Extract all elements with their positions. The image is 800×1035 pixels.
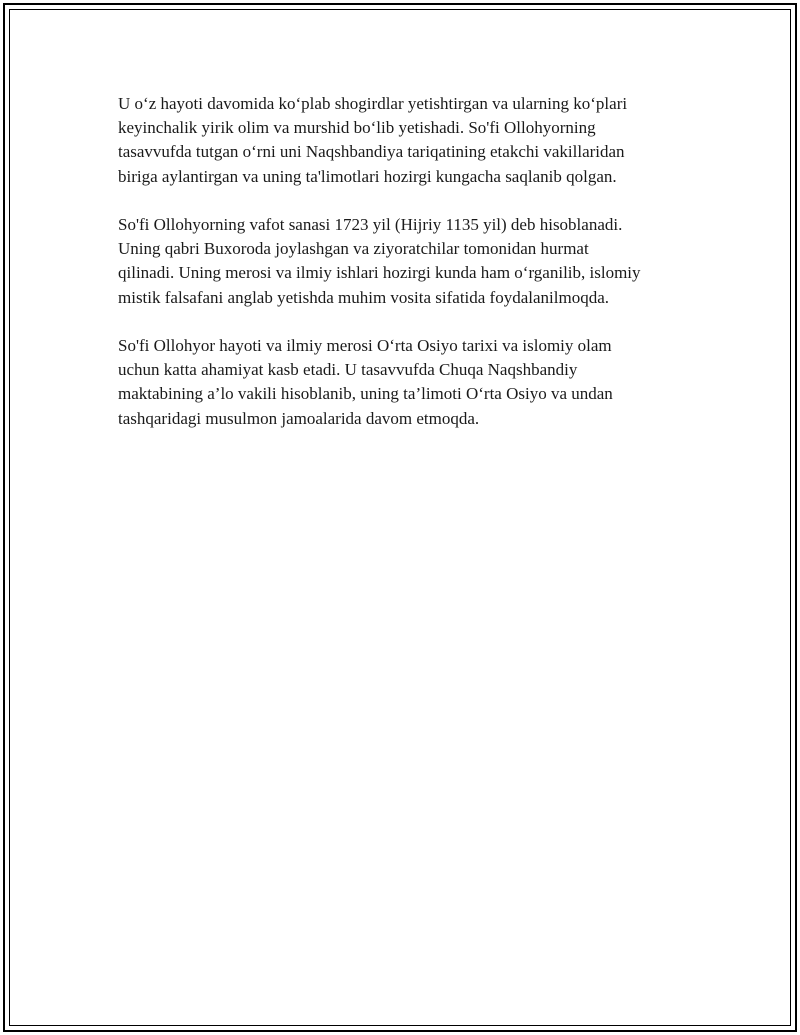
paragraph-line: mistik falsafani anglab yetishda muhim vosita sifatida foydalanilmoqda. <box>118 287 609 307</box>
paragraph-line: Uning qabri Buxoroda joylashgan va ziyoratchilar tomonidan hurmat <box>118 239 589 259</box>
paragraph-line: tasavvufda tutgan o‘rni uni Naqshbandiya tariqatining etakchi vakillaridan <box>118 142 625 162</box>
paragraph-2 <box>118 213 698 310</box>
paragraph-line: tashqaridagi musulmon jamoalarida davom etmoqda. <box>118 408 480 428</box>
paragraph-line: biriga aylantirgan va uning ta'limotlari hozirgi kungacha saqlanib qolgan. <box>118 166 617 186</box>
paragraph-3 <box>118 334 698 431</box>
paragraph-line: So'fi Ollohyorning vafot sanasi 1723 yil (Hijriy 1135 yil) deb hisoblanadi. <box>118 215 623 234</box>
paragraph-line: keyinchalik yirik olim va murshid bo‘lib yetishadi. So'fi Ollohyorning <box>118 118 596 138</box>
document-body <box>118 92 698 455</box>
paragraph-line: U o‘z hayoti davomida ko‘plab shogirdlar yetishtirgan va ularning ko‘plari <box>118 94 628 113</box>
paragraph-line: uchun katta ahamiyat kasb etadi. U tasavvufda Chuqa Naqshbandiy <box>118 360 578 380</box>
paragraph-1 <box>118 92 698 189</box>
paragraph-line: maktabining a’lo vakili hisoblanib, uning ta’limoti O‘rta Osiyo va undan <box>118 384 613 404</box>
paragraph-line: qilinadi. Uning merosi va ilmiy ishlari hozirgi kunda ham o‘rganilib, islomiy <box>118 263 641 283</box>
paragraph-line: So'fi Ollohyor hayoti va ilmiy merosi O‘rta Osiyo tarixi va islomiy olam <box>118 336 612 355</box>
